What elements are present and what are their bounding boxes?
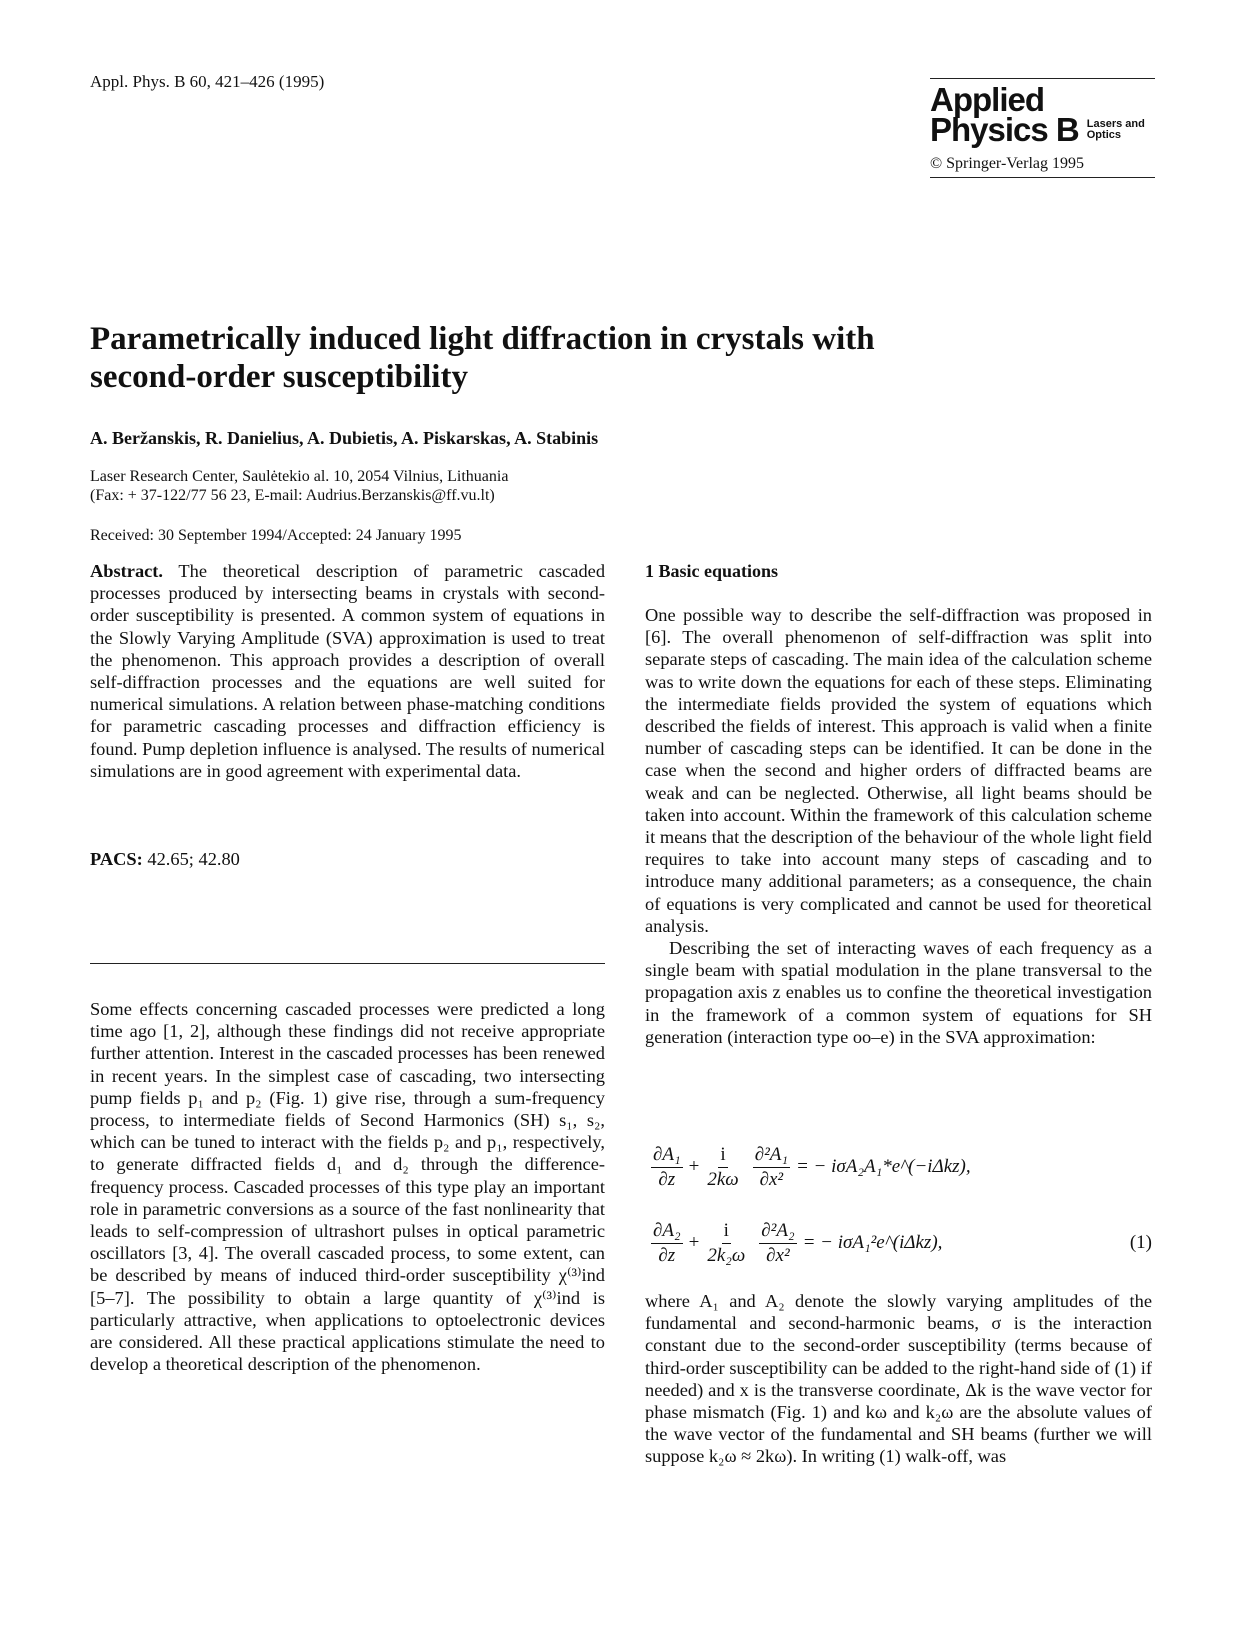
eq1-num: ∂A₁ (651, 1143, 683, 1168)
eq1-second-derivative (753, 1143, 790, 1192)
introduction (90, 998, 605, 1375)
abstract (90, 560, 605, 782)
equation-row-2 (645, 1211, 1152, 1275)
plus-sign: + (688, 1232, 700, 1253)
eq2-coef-num: i (722, 1219, 731, 1244)
eq2-derivative (651, 1219, 683, 1268)
section-basic-equations (645, 560, 1152, 582)
abstract-label: Abstract. (90, 561, 164, 581)
received-accepted-dates: Received: 30 September 1994/Accepted: 24 January 1995 (90, 527, 462, 544)
pacs-value: 42.65; 42.80 (147, 849, 240, 869)
paper-title: Parametrically induced light diffraction in crystals with second-order susceptibility (90, 321, 875, 395)
affiliation-line-1: Laser Research Center, Saulėtekio al. 10, 2054 Vilnius, Lithuania (90, 468, 509, 485)
eq1-den: ∂z (658, 1168, 676, 1190)
eq1-d2-den: ∂x² (759, 1168, 784, 1190)
equation-block (645, 1135, 1152, 1275)
plus-sign: + (688, 1156, 700, 1177)
eq1-derivative (651, 1143, 683, 1192)
eq2-d2-den: ∂x² (766, 1244, 790, 1266)
section-heading: 1 Basic equations (645, 561, 779, 581)
affiliation (90, 467, 508, 505)
section-paragraph-3-wrap (645, 1290, 1152, 1468)
equation-number: (1) (1129, 1232, 1152, 1253)
intro-paragraph: Some effects concerning cascaded processes were predicted a long time ago [1, 2], although these findings did not receive appropriate further attention. Interest in the cascaded processes has been renewed in recent years. In the simplest case of cascading, two intersecting pump fields p₁ and p₂ (Fig. 1) give rise, through a sum-frequency process, to intermediate fields of Second Harmonics (SH) s₁, s₂, which can be tuned to interact with the fields p₂ and p₁, respectively, to generate diffracted fields d₁ and d₂ through the difference-frequency process. Cascaded processes of this type play an important role in parametric conversions as a source of the fast nonlinearity that leads to self-compression of ultrashort pulses in optical parametric oscillators [3, 4]. The overall cascaded process, to some extent, can be described by means of induced third-order susceptibility χ⁽³⁾ind [5–7]. The possibility to obtain a large quantity of χ⁽³⁾ind is particularly attractive, when applications to optoelectronic devices are considered. All these practical applications stimulate the need to develop a theoretical description of the phenomenon. (90, 999, 605, 1375)
journal-name-line1: Applied (930, 81, 1044, 118)
journal-name-line2-row (930, 111, 1155, 148)
abstract-text: The theoretical description of parametric cascaded processes produced by intersecting beams in crystals with second-order susceptibility is presented. A common system of equations in the Slowly Varying Amplitude (SVA) approximation is used to treat the phenomenon. This approach provides a description of overall self-diffraction processes and the equations are well suited for numerical simulations. A relation between phase-matching conditions for parametric cascading processes and diffraction efficiency is found. Pump depletion influence is analysed. The results of numerical simulations are in good agreement with experimental data. (90, 561, 606, 781)
eq2-rhs: = − iσA₁²e^(iΔkz), (802, 1232, 943, 1253)
eq1-coef-num: i (718, 1143, 727, 1168)
pacs (90, 848, 605, 870)
section-paragraphs (645, 604, 1152, 1048)
eq1-coefficient (705, 1143, 740, 1192)
affiliation-line-2: (Fax: + 37-122/77 56 23, E-mail: Audrius.Berzanskis@ff.vu.lt) (90, 487, 495, 504)
equation-row-1 (645, 1135, 1152, 1199)
eq2-coefficient (705, 1219, 747, 1268)
eq1-rhs: = − iσA₂A₁*e^(−iΔkz), (795, 1156, 971, 1177)
eq2-coef-den: 2k₂ω (707, 1244, 746, 1266)
eq1-d2-num: ∂²A₁ (753, 1143, 790, 1168)
journal-subtitle: Lasers and Optics (1086, 118, 1145, 141)
author-list: A. Beržanskis, R. Danielius, A. Dubietis, A. Piskarskas, A. Stabinis (90, 428, 599, 448)
eq2-second-derivative (759, 1219, 796, 1268)
journal-name-line2: Physics B (930, 111, 1079, 148)
pacs-label: PACS: (90, 849, 143, 869)
eq2-d2-num: ∂²A₂ (759, 1219, 796, 1244)
eq2-den: ∂z (658, 1244, 676, 1266)
section-paragraph-1: One possible way to describe the self-diffraction was proposed in [6]. The overall phenomenon of self-diffraction was split into separate steps of cascading. The main idea of the calculation scheme was to write down the equations for each of these steps. Eliminating the intermediate fields provided the system of equations which described the fields of interest. This approach is valid when a finite number of cascading steps can be identified. It can be done in the case when the second and higher orders of diffracted beams are weak and can be neglected. Otherwise, all light beams should be taken into account. Within the framework of this calculation scheme it means that the description of the behaviour of the whole light field requires to take into account many steps of cascading and to introduce many additional parameters; as a consequence, the chain of equations is very complicated and cannot be used for theoretical analysis. (645, 605, 1152, 936)
journal-citation: Appl. Phys. B 60, 421–426 (1995) (90, 72, 325, 91)
section-paragraph-3: where A₁ and A₂ denote the slowly varying amplitudes of the fundamental and second-harmonic beams, σ is the interaction constant due to the second-order susceptibility (terms because of third-order susceptibility can be added to the right-hand side of (1) if needed) and x is the transverse coordinate, Δk is the wave vector for phase mismatch (Fig. 1) and kω and k₂ω are the absolute values of the wave vector of the fundamental and SH beams (further we will suppose k₂ω ≈ 2kω). In writing (1) walk-off, was (645, 1291, 1152, 1467)
publisher-copyright: © Springer-Verlag 1995 (930, 155, 1085, 172)
eq1-coef-den: 2kω (707, 1168, 739, 1190)
journal-logo (930, 78, 1155, 178)
abstract-divider (90, 963, 605, 964)
eq2-num: ∂A₂ (651, 1219, 683, 1244)
section-paragraph-2: Describing the set of interacting waves of each frequency as a single beam with spatial modulation in the plane transversal to the propagation axis z enables us to confine the theoretical investigation in the framework of a common system of equations for SH generation (interaction type oo–e) in the SVA approximation: (645, 938, 1152, 1047)
